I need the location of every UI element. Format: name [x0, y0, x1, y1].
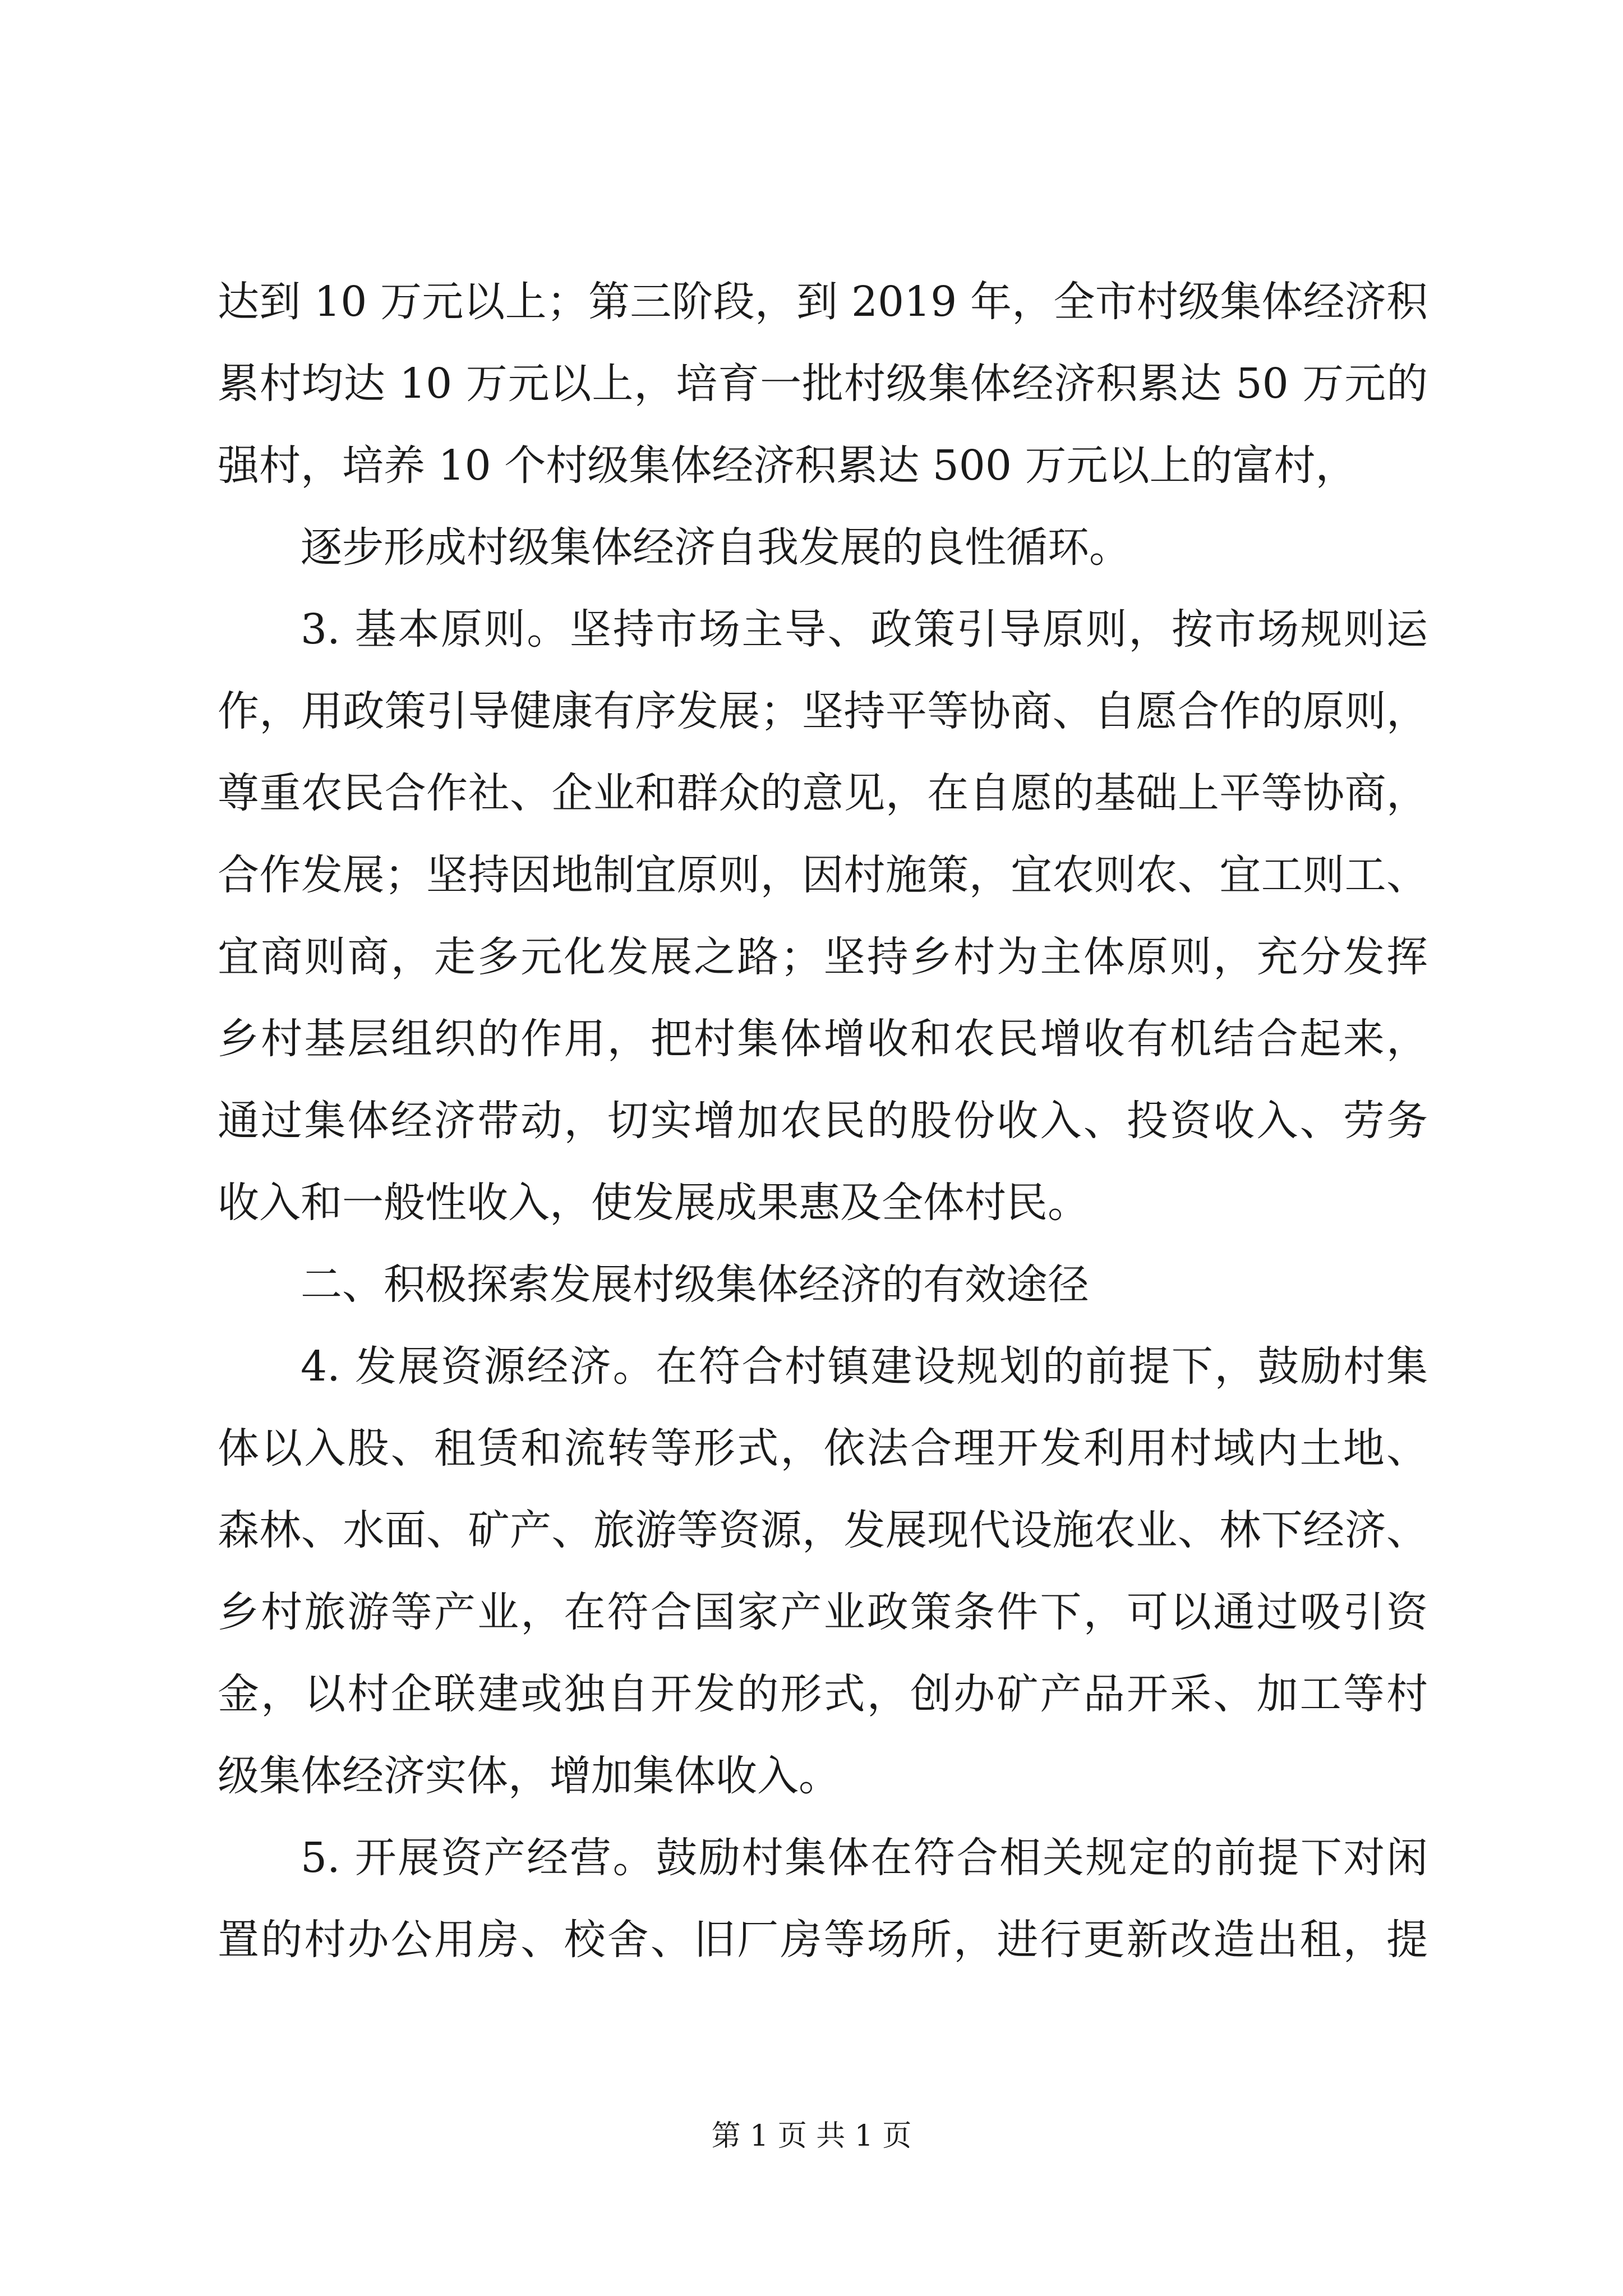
section-heading: 二、积极探索发展村级集体经济的有效途径	[301, 1260, 1089, 1309]
text-line: 通过集体经济带动，切实增加农民的股份收入、投资收入、劳务	[218, 1097, 1428, 1145]
page-footer: 第 1 页 共 1 页	[711, 2119, 912, 2153]
text-line: 收入和一般性收入，使发展成果惠及全体村民。	[218, 1179, 1089, 1227]
text-line: 达到 10 万元以上；第三阶段，到 2019 年，全市村级集体经济积	[218, 278, 1428, 326]
text-line: 金，以村企联建或独自开发的形式，创办矿产品开采、加工等村	[218, 1670, 1428, 1718]
text-line: 森林、水面、矿产、旅游等资源，发展现代设施农业、林下经济、	[218, 1506, 1428, 1554]
text-line: 宜商则商，走多元化发展之路；坚持乡村为主体原则，充分发挥	[218, 933, 1428, 981]
text-line: 合作发展；坚持因地制宜原则，因村施策，宜农则农、宜工则工、	[218, 851, 1428, 899]
text-line: 乡村基层组织的作用，把村集体增收和农民增收有机结合起来，	[218, 1015, 1428, 1063]
text-line: 逐步形成村级集体经济自我发展的良性循环。	[301, 523, 1131, 572]
text-line: 乡村旅游等产业，在符合国家产业政策条件下，可以通过吸引资	[218, 1588, 1428, 1636]
text-line: 级集体经济实体，增加集体收入。	[218, 1752, 840, 1800]
text-line: 作，用政策引导健康有序发展；坚持平等协商、自愿合作的原则，	[218, 687, 1428, 735]
text-line: 4. 发展资源经济。在符合村镇建设规划的前提下，鼓励村集	[301, 1342, 1428, 1391]
text-line: 5. 开展资产经营。鼓励村集体在符合相关规定的前提下对闲	[301, 1834, 1428, 1882]
text-line: 尊重农民合作社、企业和群众的意见，在自愿的基础上平等协商，	[218, 769, 1428, 817]
text-line: 累村均达 10 万元以上，培育一批村级集体经济积累达 50 万元的	[218, 360, 1428, 408]
text-line: 体以入股、租赁和流转等形式，依法合理开发利用村域内土地、	[218, 1424, 1428, 1473]
document-body	[218, 261, 1428, 1981]
text-line: 置的村办公用房、校舍、旧厂房等场所，进行更新改造出租，提	[218, 1916, 1428, 1964]
text-line: 强村，培养 10 个村级集体经济积累达 500 万元以上的富村，	[218, 441, 1357, 490]
text-line: 3. 基本原则。坚持市场主导、政策引导原则，按市场规则运	[301, 605, 1428, 654]
